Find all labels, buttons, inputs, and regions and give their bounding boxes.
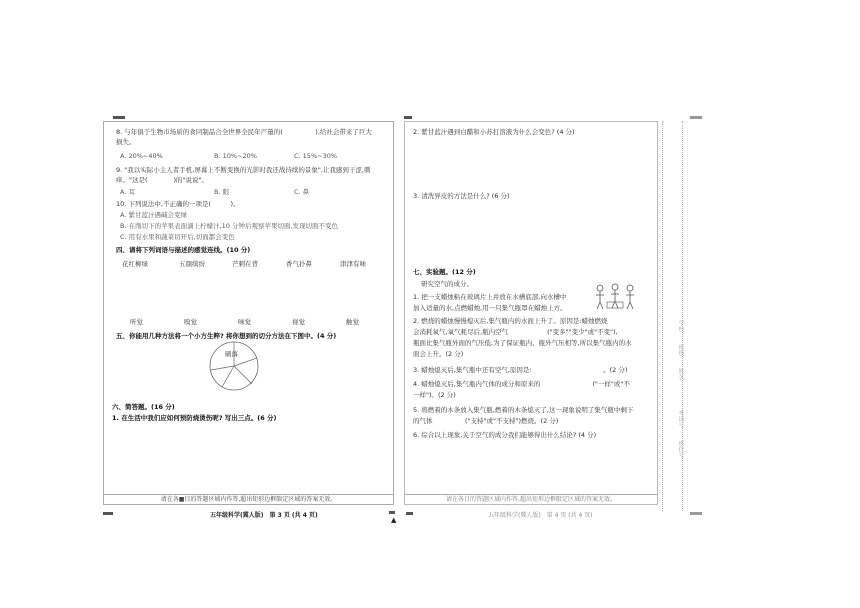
question-8-line2: 损失。 bbox=[116, 138, 136, 146]
experiment-topic: 研究空气的成分。 bbox=[421, 280, 473, 288]
answer-area-notice: 请在各■目的答题区域内作答,超出矩形边框限定区域的答案无效。 bbox=[104, 494, 393, 504]
step-2-line4: 面会上升。(2 分) bbox=[413, 350, 464, 358]
exam-seat-label: 考场号 座位号 bbox=[677, 410, 684, 458]
binding-line bbox=[662, 121, 666, 511]
step-2-line2: 会消耗氧气,氧气耗尽后,瓶内空气 ("变多""变少"或"不变"), bbox=[413, 328, 618, 336]
section-7-heading: 七、实验题。(12 分) bbox=[413, 268, 476, 276]
word-item: 芒刺在背 bbox=[232, 260, 258, 268]
sense-item: 嗅觉 bbox=[184, 318, 197, 326]
word-item: 香气扑鼻 bbox=[286, 260, 312, 268]
section-5-heading: 五、你能用几种方法将一个小方生粹? 将你想到的切分方法在下图中。(4 分) bbox=[116, 332, 337, 340]
option-c: C. 15%~30% bbox=[294, 152, 338, 160]
question-6-1: 1. 在生活中我们应如何预防烧烫伤呢? 写出三点。(6 分) bbox=[112, 414, 277, 422]
step-4-line2: 一样")。(2 分) bbox=[413, 391, 456, 399]
section-6-heading: 六、简答题。(16 分) bbox=[112, 403, 175, 411]
registration-mark bbox=[690, 116, 702, 119]
registration-mark bbox=[690, 512, 702, 515]
option-a: A. 20%~40% bbox=[120, 152, 163, 160]
option-b: B. 10%~20% bbox=[214, 152, 257, 160]
word-item: 津津有味 bbox=[340, 260, 366, 268]
students-experiment-illustration bbox=[591, 282, 641, 312]
cut-circle-diagram bbox=[208, 340, 260, 392]
option-c: C. 鼻 bbox=[294, 188, 310, 196]
step-5-line2: 的气体 ("支持"或"不支持")燃烧。(2 分) bbox=[413, 417, 559, 425]
page-number-label: 五年级科学(冀人版) 第 3 页 (共 4 页) bbox=[210, 512, 318, 519]
step-1-line1: 1. 把一支蜡烛粘在玻璃片上并放在水槽底部,向水槽中 bbox=[413, 293, 567, 301]
sense-item: 触觉 bbox=[346, 318, 359, 326]
option-b: B. 眼 bbox=[214, 188, 230, 196]
sense-item: 听觉 bbox=[130, 318, 143, 326]
registration-mark bbox=[103, 512, 113, 515]
step-2-line3: 瓶面比集气瓶外面的气压低,为了保证瓶内、瓶外气压相等,所以集气瓶内的水 bbox=[413, 339, 632, 347]
word-item: 五颜缤纷 bbox=[179, 260, 205, 268]
word-item: 花红柳绿 bbox=[122, 260, 148, 268]
center-triangle-icon: ▲ bbox=[391, 516, 397, 524]
step-6: 6. 综合以上现象,关于空气的成分我们能够得出什么结论? (4 分) bbox=[413, 431, 597, 439]
registration-mark bbox=[389, 511, 395, 514]
question-10: 10. 下列说法中,不正确的一项是( )。 bbox=[116, 200, 240, 208]
sense-item: 味觉 bbox=[238, 318, 251, 326]
section-4-heading: 四、请将下列词语与描述的感觉连线。(10 分) bbox=[116, 246, 251, 254]
student-info-label: 学校 班级 姓名 bbox=[677, 320, 684, 380]
option-c: C. 用有水果和蔬菜切开后,切面都会变色 bbox=[120, 233, 235, 241]
sense-item: 视觉 bbox=[292, 318, 305, 326]
left-answer-sheet bbox=[103, 121, 394, 505]
question-8-line1: 8. 与年俱于生物市场质的食同制品合全世界全民年产量的( ),给社会带来了巨大 bbox=[116, 128, 372, 136]
answer-area-notice: 请在各目的答题区域内作答,超出矩形边框限定区域的答案无效。 bbox=[405, 494, 657, 504]
question-2: 2. 紫甘蓝汁遇到白醋和小苏打溶液为什么会变色? (4 分) bbox=[413, 128, 575, 136]
option-a: A. 耳 bbox=[120, 188, 135, 196]
option-a: A. 紫甘蓝汁遇碱会变绿 bbox=[120, 211, 187, 219]
registration-mark bbox=[113, 116, 125, 119]
question-9-line1: 9. "我以实际小主人者手机,屏幕上不断变换的光影时我还战待续的景象",让我感到干涩,刺 bbox=[116, 166, 371, 174]
question-3: 3. 清洗异皮的方法是什么? (6 分) bbox=[413, 192, 510, 200]
right-answer-sheet bbox=[404, 121, 658, 505]
diagram-label: 刷落 bbox=[225, 350, 238, 358]
step-2-line1: 2. 燃烧的蜡烛慢慢熄灭后,集气瓶内的水面上升了。原因是:蜡烛燃烧 bbox=[413, 317, 608, 325]
registration-mark bbox=[406, 512, 413, 515]
step-1-line2: 加入适量的水,点燃蜡烛,用一只集气瓶罩在蜡烛上方。 bbox=[413, 304, 567, 312]
page-number-label: 五年级科学(冀人版) 第 4 页 (共 4 页) bbox=[488, 512, 593, 519]
step-5-line1: 5. 将燃着的木条放入集气瓶,燃着的木条熄灭了,这一现象说明了集气瓶中剩下 bbox=[413, 406, 634, 414]
registration-mark bbox=[404, 116, 412, 119]
option-b: B. 在削切下的苹果表面滴上柠檬汁,10 分钟后观察苹果切面,发现切面不变色 bbox=[120, 222, 339, 230]
step-3: 3. 蜡烛熄灭后,集气瓶中还有空气,原因是: 。(2 分) bbox=[413, 366, 628, 374]
step-4-line1: 4. 蜡烛熄灭后,集气瓶内气体的成分和原来的 ("一样"或"不 bbox=[413, 380, 630, 388]
question-9-line2: 痒。"这是( )的"说说"。 bbox=[116, 176, 209, 184]
